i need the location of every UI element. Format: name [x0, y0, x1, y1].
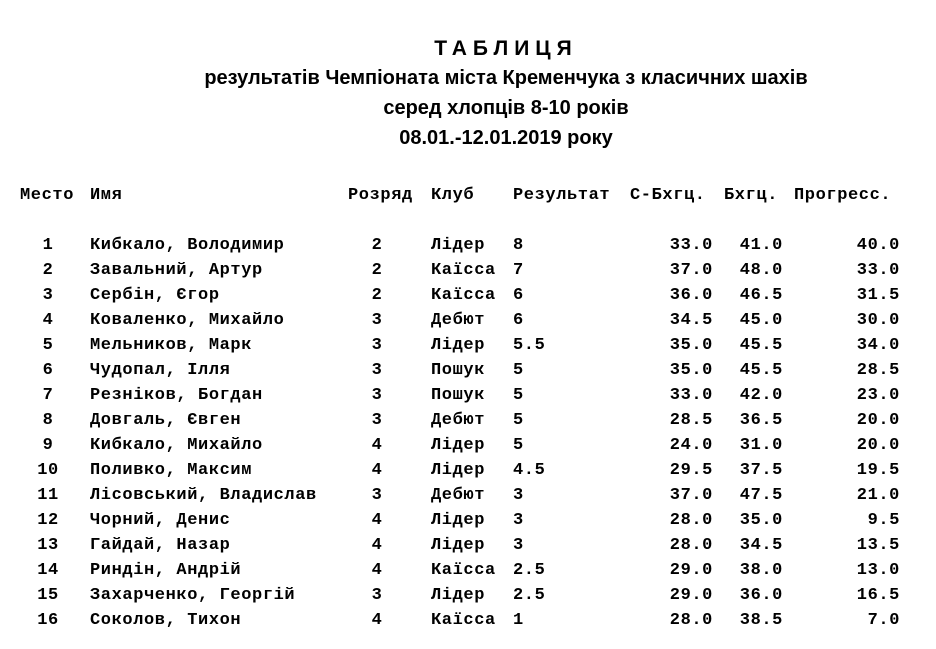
cell-rank: 4 [371, 461, 383, 480]
cell-result: 6 [513, 311, 524, 330]
cell-rank: 3 [371, 486, 383, 505]
cell-bh: 36.0 [739, 586, 783, 605]
cell-sb: 37.0 [669, 486, 713, 505]
cell-place: 2 [42, 261, 54, 280]
cell-name: Коваленко, Михайло [90, 311, 285, 330]
cell-bh: 45.5 [739, 336, 783, 355]
cell-place: 16 [37, 611, 59, 630]
cell-progress: 19.5 [856, 461, 900, 480]
cell-club: Дебют [431, 311, 486, 330]
table-row [0, 511, 936, 535]
cell-club: Дебют [431, 486, 486, 505]
table-row [0, 486, 936, 510]
cell-rank: 4 [371, 436, 383, 455]
table-row [0, 236, 936, 260]
cell-sb: 33.0 [669, 386, 713, 405]
cell-sb: 24.0 [669, 436, 713, 455]
cell-rank: 3 [371, 586, 383, 605]
table-row [0, 286, 936, 310]
cell-result: 1 [513, 611, 524, 630]
cell-name: Чудопал, Ілля [90, 361, 231, 380]
cell-result: 5 [513, 411, 524, 430]
document-subtitle-line1: результатів Чемпіоната міста Кременчука з класичних шахів [204, 67, 808, 89]
cell-result: 2.5 [513, 586, 546, 605]
cell-bh: 42.0 [739, 386, 783, 405]
cell-club: Каїсса [431, 286, 496, 305]
cell-rank: 3 [371, 361, 383, 380]
cell-place: 12 [37, 511, 59, 530]
cell-name: Захарченко, Георгій [90, 586, 296, 605]
cell-result: 5.5 [513, 336, 546, 355]
cell-result: 5 [513, 436, 524, 455]
cell-bh: 48.0 [739, 261, 783, 280]
cell-rank: 2 [371, 236, 383, 255]
cell-result: 5 [513, 361, 524, 380]
cell-name: Сербін, Єгор [90, 286, 220, 305]
table-row [0, 361, 936, 385]
cell-name: Кибкало, Володимир [90, 236, 285, 255]
cell-rank: 3 [371, 411, 383, 430]
table-row [0, 336, 936, 360]
cell-sb: 34.5 [669, 311, 713, 330]
cell-progress: 16.5 [856, 586, 900, 605]
cell-name: Лісовський, Владислав [90, 486, 317, 505]
cell-club: Лідер [431, 536, 486, 555]
cell-place: 1 [42, 236, 54, 255]
cell-result: 6 [513, 286, 524, 305]
table-row [0, 411, 936, 435]
cell-bh: 46.5 [739, 286, 783, 305]
cell-result: 5 [513, 386, 524, 405]
cell-club: Каїсса [431, 561, 496, 580]
header-sb: С-Бхгц. [630, 186, 706, 205]
cell-sb: 28.5 [669, 411, 713, 430]
cell-club: Лідер [431, 236, 486, 255]
cell-name: Поливко, Максим [90, 461, 253, 480]
cell-progress: 34.0 [856, 336, 900, 355]
cell-sb: 37.0 [669, 261, 713, 280]
cell-progress: 31.5 [856, 286, 900, 305]
cell-name: Резніков, Богдан [90, 386, 263, 405]
cell-bh: 45.0 [739, 311, 783, 330]
cell-place: 3 [42, 286, 54, 305]
cell-sb: 33.0 [669, 236, 713, 255]
cell-place: 6 [42, 361, 54, 380]
cell-name: Риндін, Андрій [90, 561, 242, 580]
table-row [0, 311, 936, 335]
cell-sb: 28.0 [669, 536, 713, 555]
cell-place: 9 [42, 436, 54, 455]
cell-bh: 31.0 [739, 436, 783, 455]
cell-bh: 41.0 [739, 236, 783, 255]
cell-place: 14 [37, 561, 59, 580]
cell-progress: 7.0 [867, 611, 900, 630]
cell-result: 3 [513, 486, 524, 505]
cell-progress: 20.0 [856, 411, 900, 430]
cell-club: Лідер [431, 336, 486, 355]
table-row [0, 561, 936, 585]
cell-club: Пошук [431, 361, 486, 380]
cell-result: 8 [513, 236, 524, 255]
cell-club: Лідер [431, 586, 486, 605]
cell-rank: 2 [371, 286, 383, 305]
cell-rank: 4 [371, 561, 383, 580]
cell-name: Гайдай, Назар [90, 536, 231, 555]
cell-place: 15 [37, 586, 59, 605]
cell-sb: 28.0 [669, 511, 713, 530]
table-row [0, 386, 936, 410]
header-place: Место [20, 186, 75, 205]
cell-name: Чорний, Денис [90, 511, 231, 530]
cell-sb: 36.0 [669, 286, 713, 305]
cell-result: 2.5 [513, 561, 546, 580]
cell-club: Лідер [431, 511, 486, 530]
cell-place: 4 [42, 311, 54, 330]
cell-bh: 47.5 [739, 486, 783, 505]
cell-result: 7 [513, 261, 524, 280]
cell-club: Каїсса [431, 611, 496, 630]
cell-rank: 3 [371, 336, 383, 355]
header-club: Клуб [431, 186, 475, 205]
cell-sb: 29.5 [669, 461, 713, 480]
cell-progress: 33.0 [856, 261, 900, 280]
cell-result: 4.5 [513, 461, 546, 480]
cell-club: Лідер [431, 436, 486, 455]
cell-sb: 28.0 [669, 611, 713, 630]
cell-rank: 4 [371, 611, 383, 630]
table-row [0, 586, 936, 610]
cell-progress: 9.5 [867, 511, 900, 530]
cell-result: 3 [513, 536, 524, 555]
cell-rank: 4 [371, 511, 383, 530]
cell-progress: 23.0 [856, 386, 900, 405]
cell-rank: 3 [371, 311, 383, 330]
cell-sb: 29.0 [669, 561, 713, 580]
table-row [0, 261, 936, 285]
header-result: Результат [513, 186, 611, 205]
table-row [0, 611, 936, 635]
header-rank: Розряд [348, 186, 413, 205]
cell-sb: 35.0 [669, 361, 713, 380]
document-subtitle-line2: серед хлопців 8-10 років [383, 97, 629, 119]
cell-result: 3 [513, 511, 524, 530]
cell-place: 8 [42, 411, 54, 430]
header-bh: Бхгц. [724, 186, 779, 205]
cell-bh: 45.5 [739, 361, 783, 380]
cell-place: 5 [42, 336, 54, 355]
cell-club: Пошук [431, 386, 486, 405]
cell-bh: 37.5 [739, 461, 783, 480]
cell-sb: 35.0 [669, 336, 713, 355]
cell-progress: 40.0 [856, 236, 900, 255]
table-header-row [0, 186, 936, 210]
cell-club: Лідер [431, 461, 486, 480]
cell-progress: 20.0 [856, 436, 900, 455]
cell-progress: 21.0 [856, 486, 900, 505]
document-title: ТАБЛИЦЯ [434, 37, 578, 60]
cell-place: 10 [37, 461, 59, 480]
cell-name: Соколов, Тихон [90, 611, 242, 630]
cell-bh: 35.0 [739, 511, 783, 530]
cell-progress: 13.5 [856, 536, 900, 555]
cell-progress: 28.5 [856, 361, 900, 380]
cell-club: Каїсса [431, 261, 496, 280]
cell-club: Дебют [431, 411, 486, 430]
cell-rank: 3 [371, 386, 383, 405]
cell-bh: 34.5 [739, 536, 783, 555]
cell-place: 11 [37, 486, 59, 505]
table-row [0, 436, 936, 460]
cell-progress: 30.0 [856, 311, 900, 330]
header-progress: Прогресс. [794, 186, 892, 205]
header-name: Имя [90, 186, 123, 205]
cell-rank: 4 [371, 536, 383, 555]
cell-name: Мельников, Марк [90, 336, 253, 355]
cell-sb: 29.0 [669, 586, 713, 605]
cell-name: Кибкало, Михайло [90, 436, 263, 455]
cell-bh: 38.5 [739, 611, 783, 630]
table-row [0, 461, 936, 485]
cell-name: Довгаль, Євген [90, 411, 242, 430]
cell-progress: 13.0 [856, 561, 900, 580]
document-date-range: 08.01.-12.01.2019 року [399, 127, 613, 149]
cell-name: Завальний, Артур [90, 261, 263, 280]
cell-bh: 38.0 [739, 561, 783, 580]
cell-place: 7 [42, 386, 54, 405]
table-row [0, 536, 936, 560]
cell-rank: 2 [371, 261, 383, 280]
cell-place: 13 [37, 536, 59, 555]
cell-bh: 36.5 [739, 411, 783, 430]
